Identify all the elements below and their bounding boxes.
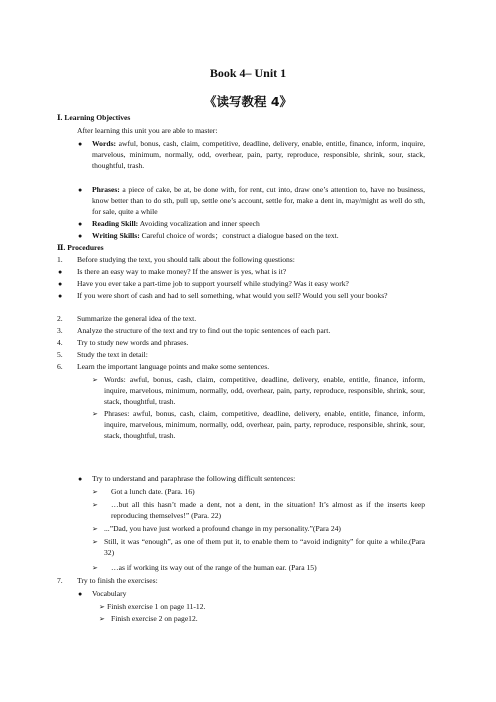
objective-phrases — [92, 184, 425, 218]
arrow-bullet-icon: ➢ — [99, 615, 105, 623]
bullet-icon: ● — [78, 186, 83, 194]
step-number: 2. — [57, 314, 63, 323]
question-1: Is there an easy way to make money? If the answer is yes, what is it? — [77, 267, 287, 276]
phrases-text: a piece of cake, be at, be done with, for rent, cut into, draw one’s attention to, have no business, know better than to do sth, pull up, settle one’s account, settle for, make a dent in, may/might as well do sth, for sale, quite a while — [92, 185, 425, 217]
sentence-1: Got a lunch date. (Para. 16) — [111, 487, 195, 496]
paraphrase-instruction: Try to understand and paraphrase the following difficult sentences: — [92, 474, 296, 483]
bullet-icon: ● — [78, 590, 83, 598]
phrases-label: Phrases: — [92, 185, 120, 194]
sentence-4: Still, it was “enough”, as one of them put it, to enable them to “avoid indignity” for quite a while.(Para 32) — [104, 537, 425, 558]
bullet-icon: ● — [78, 232, 83, 240]
step-1: Before studying the text, you should talk about the following questions: — [77, 255, 295, 264]
step-number: 3. — [57, 326, 63, 335]
sub-phrases: Phrases: awful, bonus, cash, claim, competitive, deadline, delivery, enable, entitle, finance, inform, inquire, marvelous, minimum, normally, odd, overhear, pain, party, reproduce, responsible, shrink, sour, stack, thoughtful, trash. — [104, 409, 425, 441]
exercise-2: Finish exercise 2 on page12. — [111, 614, 198, 623]
step-4: Try to study new words and phrases. — [77, 338, 189, 347]
step-number: 6. — [57, 362, 63, 371]
arrow-bullet-icon: ➢ — [92, 376, 98, 384]
arrow-bullet-icon: ➢ — [92, 538, 98, 546]
bullet-icon: ● — [78, 475, 83, 483]
writing-text: Careful choice of words；construct a dialogue based on the text. — [141, 231, 339, 240]
arrow-bullet-icon: ➢ — [92, 488, 98, 496]
section2-heading: Ⅱ. Procedures — [57, 243, 104, 252]
sub-words: Words: awful, bonus, cash, claim, competitive, deadline, delivery, enable, entitle, finance, inform, inquire, marvelous, minimum, normally, odd, overhear, pain, party, reproduce, responsible, shrink, sour, stack, thoughtful, trash. — [104, 375, 425, 407]
arrow-bullet-icon: ➢ — [92, 501, 98, 509]
bullet-icon: ● — [58, 280, 63, 288]
bullet-icon: ● — [78, 220, 83, 228]
step-number: 7. — [57, 576, 63, 585]
step-2: Summarize the general idea of the text. — [77, 314, 197, 323]
objective-writing — [92, 231, 339, 241]
arrow-bullet-icon: ➢ — [92, 564, 98, 572]
step-7: Try to finish the exercises: — [77, 576, 158, 585]
vocabulary-label: Vocabulary — [92, 589, 127, 598]
arrow-bullet-icon: ➢ — [99, 603, 105, 611]
reading-label: Reading Skill: — [92, 219, 139, 228]
section1-heading: Ⅰ. Learning Objectives — [57, 113, 131, 122]
reading-text: Avoiding vocalization and inner speech — [139, 219, 260, 228]
arrow-bullet-icon: ➢ — [92, 410, 98, 418]
words-text: awful, bonus, cash, claim, competitive, deadline, delivery, enable, entitle, finance, inform, inquire, marvelous, minimum, normally, odd, overhear, pain, party, reproduce, responsible, shrink, sour, stack, thoughtful, trash. — [92, 139, 425, 171]
objective-reading — [92, 219, 260, 229]
sentence-3: ...”Dad, you have just worked a profound change in my personality.”(Para 24) — [104, 524, 341, 533]
bullet-icon: ● — [58, 292, 63, 300]
step-3: Analyze the structure of the text and try to find out the topic sentences of each part. — [77, 326, 331, 335]
step-number: 5. — [57, 350, 63, 359]
question-2: Have you ever take a part-time job to support yourself while studying? Was it easy work? — [77, 279, 349, 288]
question-3: If you were short of cash and had to sell something, what would you sell? Would you sell your books? — [77, 291, 388, 300]
bullet-icon: ● — [78, 140, 83, 148]
step-number: 1. — [57, 255, 63, 264]
objectives-intro: After learning this unit you are able to master: — [77, 126, 218, 135]
bullet-icon: ● — [58, 268, 63, 276]
words-label: Words: — [92, 139, 117, 148]
step-number: 4. — [57, 338, 63, 347]
exercise-1: Finish exercise 1 on page 11-12. — [107, 602, 206, 611]
page-subtitle: 《读写教程 4》 — [203, 94, 293, 109]
objective-words — [92, 138, 425, 172]
step-6: Learn the important language points and make some sentences. — [77, 362, 270, 371]
writing-label: Writing Skills: — [92, 231, 140, 240]
step-5: Study the text in detail: — [77, 350, 148, 359]
page-title: Book 4– Unit 1 — [209, 66, 287, 80]
sentence-2: …but all this hasn’t made a dent, not a dent, in the situation! It’s almost as if the inserts keep reproducing themselves!” (Para. 22) — [111, 500, 425, 521]
arrow-bullet-icon: ➢ — [92, 525, 98, 533]
sentence-5: …as if working its way out of the range of the human ear. (Para 15) — [111, 563, 317, 572]
